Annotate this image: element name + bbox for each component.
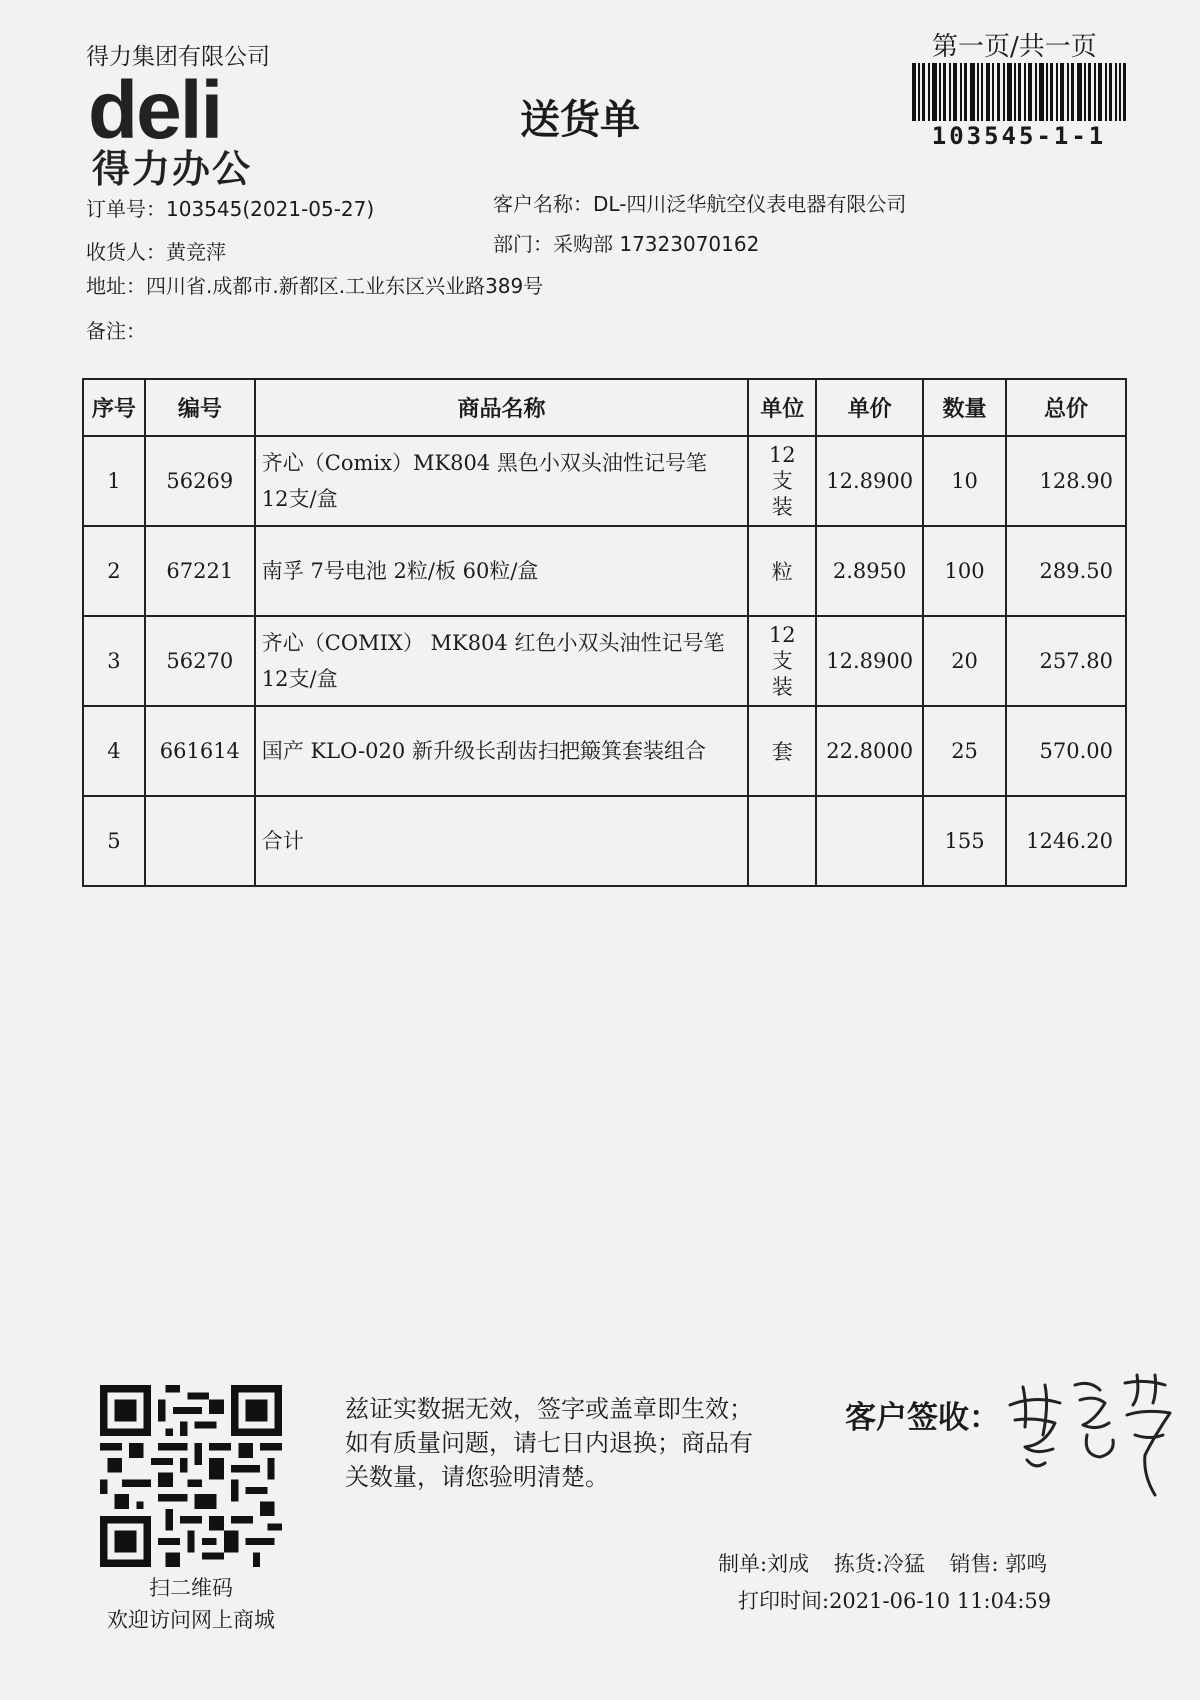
cell-total: 257.80 <box>1006 616 1126 706</box>
header-qty: 数量 <box>923 379 1006 436</box>
staff-line <box>718 1548 1065 1578</box>
name-line1: 齐心（COMIX） MK804 红色小双头油性记号笔 <box>261 631 725 655</box>
cell-name <box>255 616 748 706</box>
address: 地址：四川省.成都市.新都区.工业东区兴业路389号 <box>86 274 544 298</box>
cell-price <box>816 796 923 886</box>
qr-code-icon <box>100 1385 282 1567</box>
cell-price: 2.8950 <box>816 526 923 616</box>
header-name: 商品名称 <box>255 379 748 436</box>
cell-unit: 套 <box>748 706 816 796</box>
cell-name <box>255 436 748 526</box>
notice-text: 兹证实数据无效，签字或盖章即生效；如有质量问题，请七日内退换；商品有关数量，请您验明清楚。 <box>345 1395 753 1491</box>
seller-name: 销售: 郭鸣 <box>949 1552 1048 1576</box>
cell-qty: 20 <box>923 616 1006 706</box>
cell-name <box>255 706 748 796</box>
cell-price: 12.8900 <box>816 436 923 526</box>
maker-name: 制单:刘成 <box>718 1552 810 1576</box>
header-total: 总价 <box>1006 379 1126 436</box>
cell-unit <box>748 616 816 706</box>
cell-code: 56270 <box>145 616 255 706</box>
table-row-total <box>83 796 1126 886</box>
customer-name: 客户名称：DL-四川泛华航空仪表电器有限公司 <box>493 192 907 216</box>
company-name: 得力集团有限公司 <box>86 44 270 70</box>
cell-price: 12.8900 <box>816 616 923 706</box>
barcode-icon <box>912 63 1126 121</box>
name-line2: 12支/盒 <box>261 487 338 511</box>
cell-seq: 3 <box>83 616 145 706</box>
cell-qty: 155 <box>923 796 1006 886</box>
cell-code: 56269 <box>145 436 255 526</box>
header-price: 单价 <box>816 379 923 436</box>
table-row <box>83 436 1126 526</box>
department: 部门：采购部 17323070162 <box>493 232 760 256</box>
deli-logo: deli <box>88 65 222 156</box>
receiver-name: 收货人：黄竞萍 <box>86 240 226 264</box>
remark: 备注： <box>86 319 146 343</box>
logo-subtitle: 得力办公 <box>92 147 253 191</box>
header-unit: 单位 <box>748 379 816 436</box>
unit-text: 12支装 <box>768 443 796 519</box>
signature-label: 客户签收： <box>845 1400 1000 1436</box>
header-code: 编号 <box>145 379 255 436</box>
cell-price: 22.8000 <box>816 706 923 796</box>
cell-unit <box>748 796 816 886</box>
qr-caption-scan: 扫二维码 <box>149 1576 233 1600</box>
page-info: 第一页/共一页 <box>932 32 1097 62</box>
picker-name: 拣货:冷猛 <box>833 1552 925 1576</box>
header-seq: 序号 <box>83 379 145 436</box>
cell-total: 128.90 <box>1006 436 1126 526</box>
cell-name <box>255 526 748 616</box>
name-line1: 国产 KLO-020 新升级长刮齿扫把簸箕套装组合 <box>261 739 706 763</box>
table-row <box>83 706 1126 796</box>
cell-code <box>145 796 255 886</box>
cell-qty: 100 <box>923 526 1006 616</box>
cell-qty: 25 <box>923 706 1006 796</box>
cell-total: 570.00 <box>1006 706 1126 796</box>
order-number: 订单号：103545(2021-05-27) <box>86 197 375 221</box>
cell-unit <box>748 436 816 526</box>
print-time: 打印时间:2021-06-10 11:04:59 <box>738 1589 1052 1613</box>
name-line2: 12支/盒 <box>261 667 338 691</box>
cell-seq: 2 <box>83 526 145 616</box>
document-title: 送货单 <box>520 97 640 143</box>
qr-caption-mall: 欢迎访问网上商城 <box>107 1608 275 1632</box>
cell-seq: 5 <box>83 796 145 886</box>
cell-code: 661614 <box>145 706 255 796</box>
total-label: 合计 <box>261 829 304 853</box>
cell-code: 67221 <box>145 526 255 616</box>
handwritten-signature <box>1005 1365 1185 1505</box>
barcode-number: 103545-1-1 <box>931 122 1107 150</box>
cell-name <box>255 796 748 886</box>
table-header-row <box>83 379 1126 436</box>
name-line1: 齐心（Comix）MK804 黑色小双头油性记号笔 <box>261 451 707 475</box>
cell-unit: 粒 <box>748 526 816 616</box>
cell-total: 289.50 <box>1006 526 1126 616</box>
name-line1: 南孚 7号电池 2粒/板 60粒/盒 <box>261 559 539 583</box>
table-row <box>83 616 1126 706</box>
table-row <box>83 526 1126 616</box>
cell-seq: 1 <box>83 436 145 526</box>
cell-qty: 10 <box>923 436 1006 526</box>
items-table <box>82 378 1127 887</box>
unit-text: 12支装 <box>768 623 796 699</box>
cell-total: 1246.20 <box>1006 796 1126 886</box>
cell-seq: 4 <box>83 706 145 796</box>
